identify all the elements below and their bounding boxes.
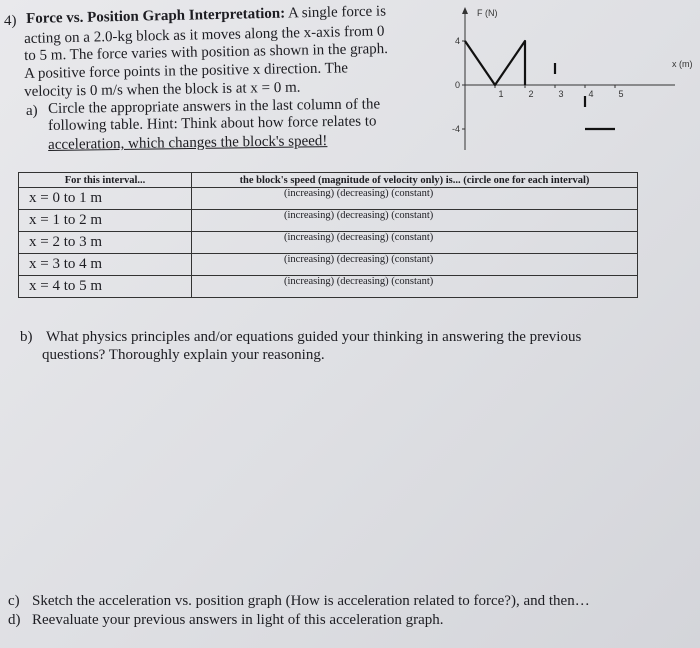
intro-line-5: velocity is 0 m/s when the block is at x = 0 m. bbox=[24, 79, 301, 100]
force-segment bbox=[465, 41, 525, 85]
part-b-label: b) bbox=[20, 329, 33, 345]
y-axis-label: F (N) bbox=[477, 8, 498, 18]
part-a-line-2: following table. Hint: Think about how force relates to bbox=[48, 113, 377, 134]
table-row bbox=[19, 276, 638, 298]
table-row bbox=[19, 188, 638, 210]
intro-line-4: A positive force points in the positive x direction. The bbox=[24, 60, 349, 82]
problem-number: 4) bbox=[4, 13, 17, 29]
part-b-line-2 bbox=[42, 346, 325, 365]
part-b-line-2-text: questions? Thoroughly explain your reasoning. bbox=[42, 347, 325, 363]
part-c-text: Sketch the acceleration vs. position graph (How is acceleration related to force?), and then… bbox=[32, 593, 590, 609]
part-d-text: Reevaluate your previous answers in light of this acceleration graph. bbox=[32, 612, 444, 628]
interval-cell: x = 3 to 4 m bbox=[19, 254, 192, 276]
table-header-row bbox=[19, 173, 638, 188]
velocity-table bbox=[18, 172, 638, 298]
part-a-line-1: Circle the appropriate answers in the last column of the bbox=[48, 96, 381, 117]
x-tick-label: 2 bbox=[528, 89, 534, 99]
y-tick-label: -4 bbox=[451, 124, 460, 134]
table-row bbox=[19, 254, 638, 276]
problem-title: Force vs. Position Graph Interpretation: bbox=[26, 5, 286, 27]
choice-cell[interactable]: (increasing) (decreasing) (constant) bbox=[192, 232, 638, 254]
table-row bbox=[19, 210, 638, 232]
part-c-label: c) bbox=[8, 593, 20, 609]
part-a-label: a) bbox=[26, 103, 38, 119]
choice-cell[interactable]: (increasing) (decreasing) (constant) bbox=[192, 188, 638, 210]
intro-line-1: A single force is bbox=[287, 3, 387, 22]
part-d-label: d) bbox=[8, 612, 21, 628]
table-row bbox=[19, 232, 638, 254]
choice-cell[interactable]: (increasing) (decreasing) (constant) bbox=[192, 276, 638, 298]
x-tick-label: 3 bbox=[558, 89, 564, 99]
interval-cell: x = 0 to 1 m bbox=[19, 188, 192, 210]
choice-cell[interactable]: (increasing) (decreasing) (constant) bbox=[192, 210, 638, 232]
y-tick-label: 4 bbox=[454, 36, 460, 46]
interval-cell: x = 1 to 2 m bbox=[19, 210, 192, 232]
intro-line-2: acting on a 2.0-kg block as it moves along the x-axis from 0 bbox=[24, 23, 385, 47]
interval-cell: x = 4 to 5 m bbox=[19, 276, 192, 298]
interval-cell: x = 2 to 3 m bbox=[19, 232, 192, 254]
y-axis-arrow bbox=[462, 7, 468, 14]
part-b-line-1: What physics principles and/or equations guided your thinking in answering the previous bbox=[46, 329, 582, 345]
choice-cell[interactable]: (increasing) (decreasing) (constant) bbox=[192, 254, 638, 276]
x-tick-label: 5 bbox=[618, 89, 624, 99]
x-tick-label: 1 bbox=[498, 89, 504, 99]
y-tick-label: 0 bbox=[454, 80, 460, 90]
x-tick-label: 4 bbox=[588, 89, 594, 99]
x-axis-label: x (m) bbox=[672, 59, 693, 69]
header-speed: the block's speed (magnitude of velocity only) is... (circle one for each interval) bbox=[192, 173, 638, 188]
force-position-graph bbox=[440, 2, 698, 162]
intro-line-3: to 5 m. The force varies with position as shown in the graph. bbox=[24, 41, 389, 64]
header-interval: For this interval... bbox=[19, 173, 192, 188]
part-a-line-3: acceleration, which changes the block's speed! bbox=[48, 133, 328, 153]
